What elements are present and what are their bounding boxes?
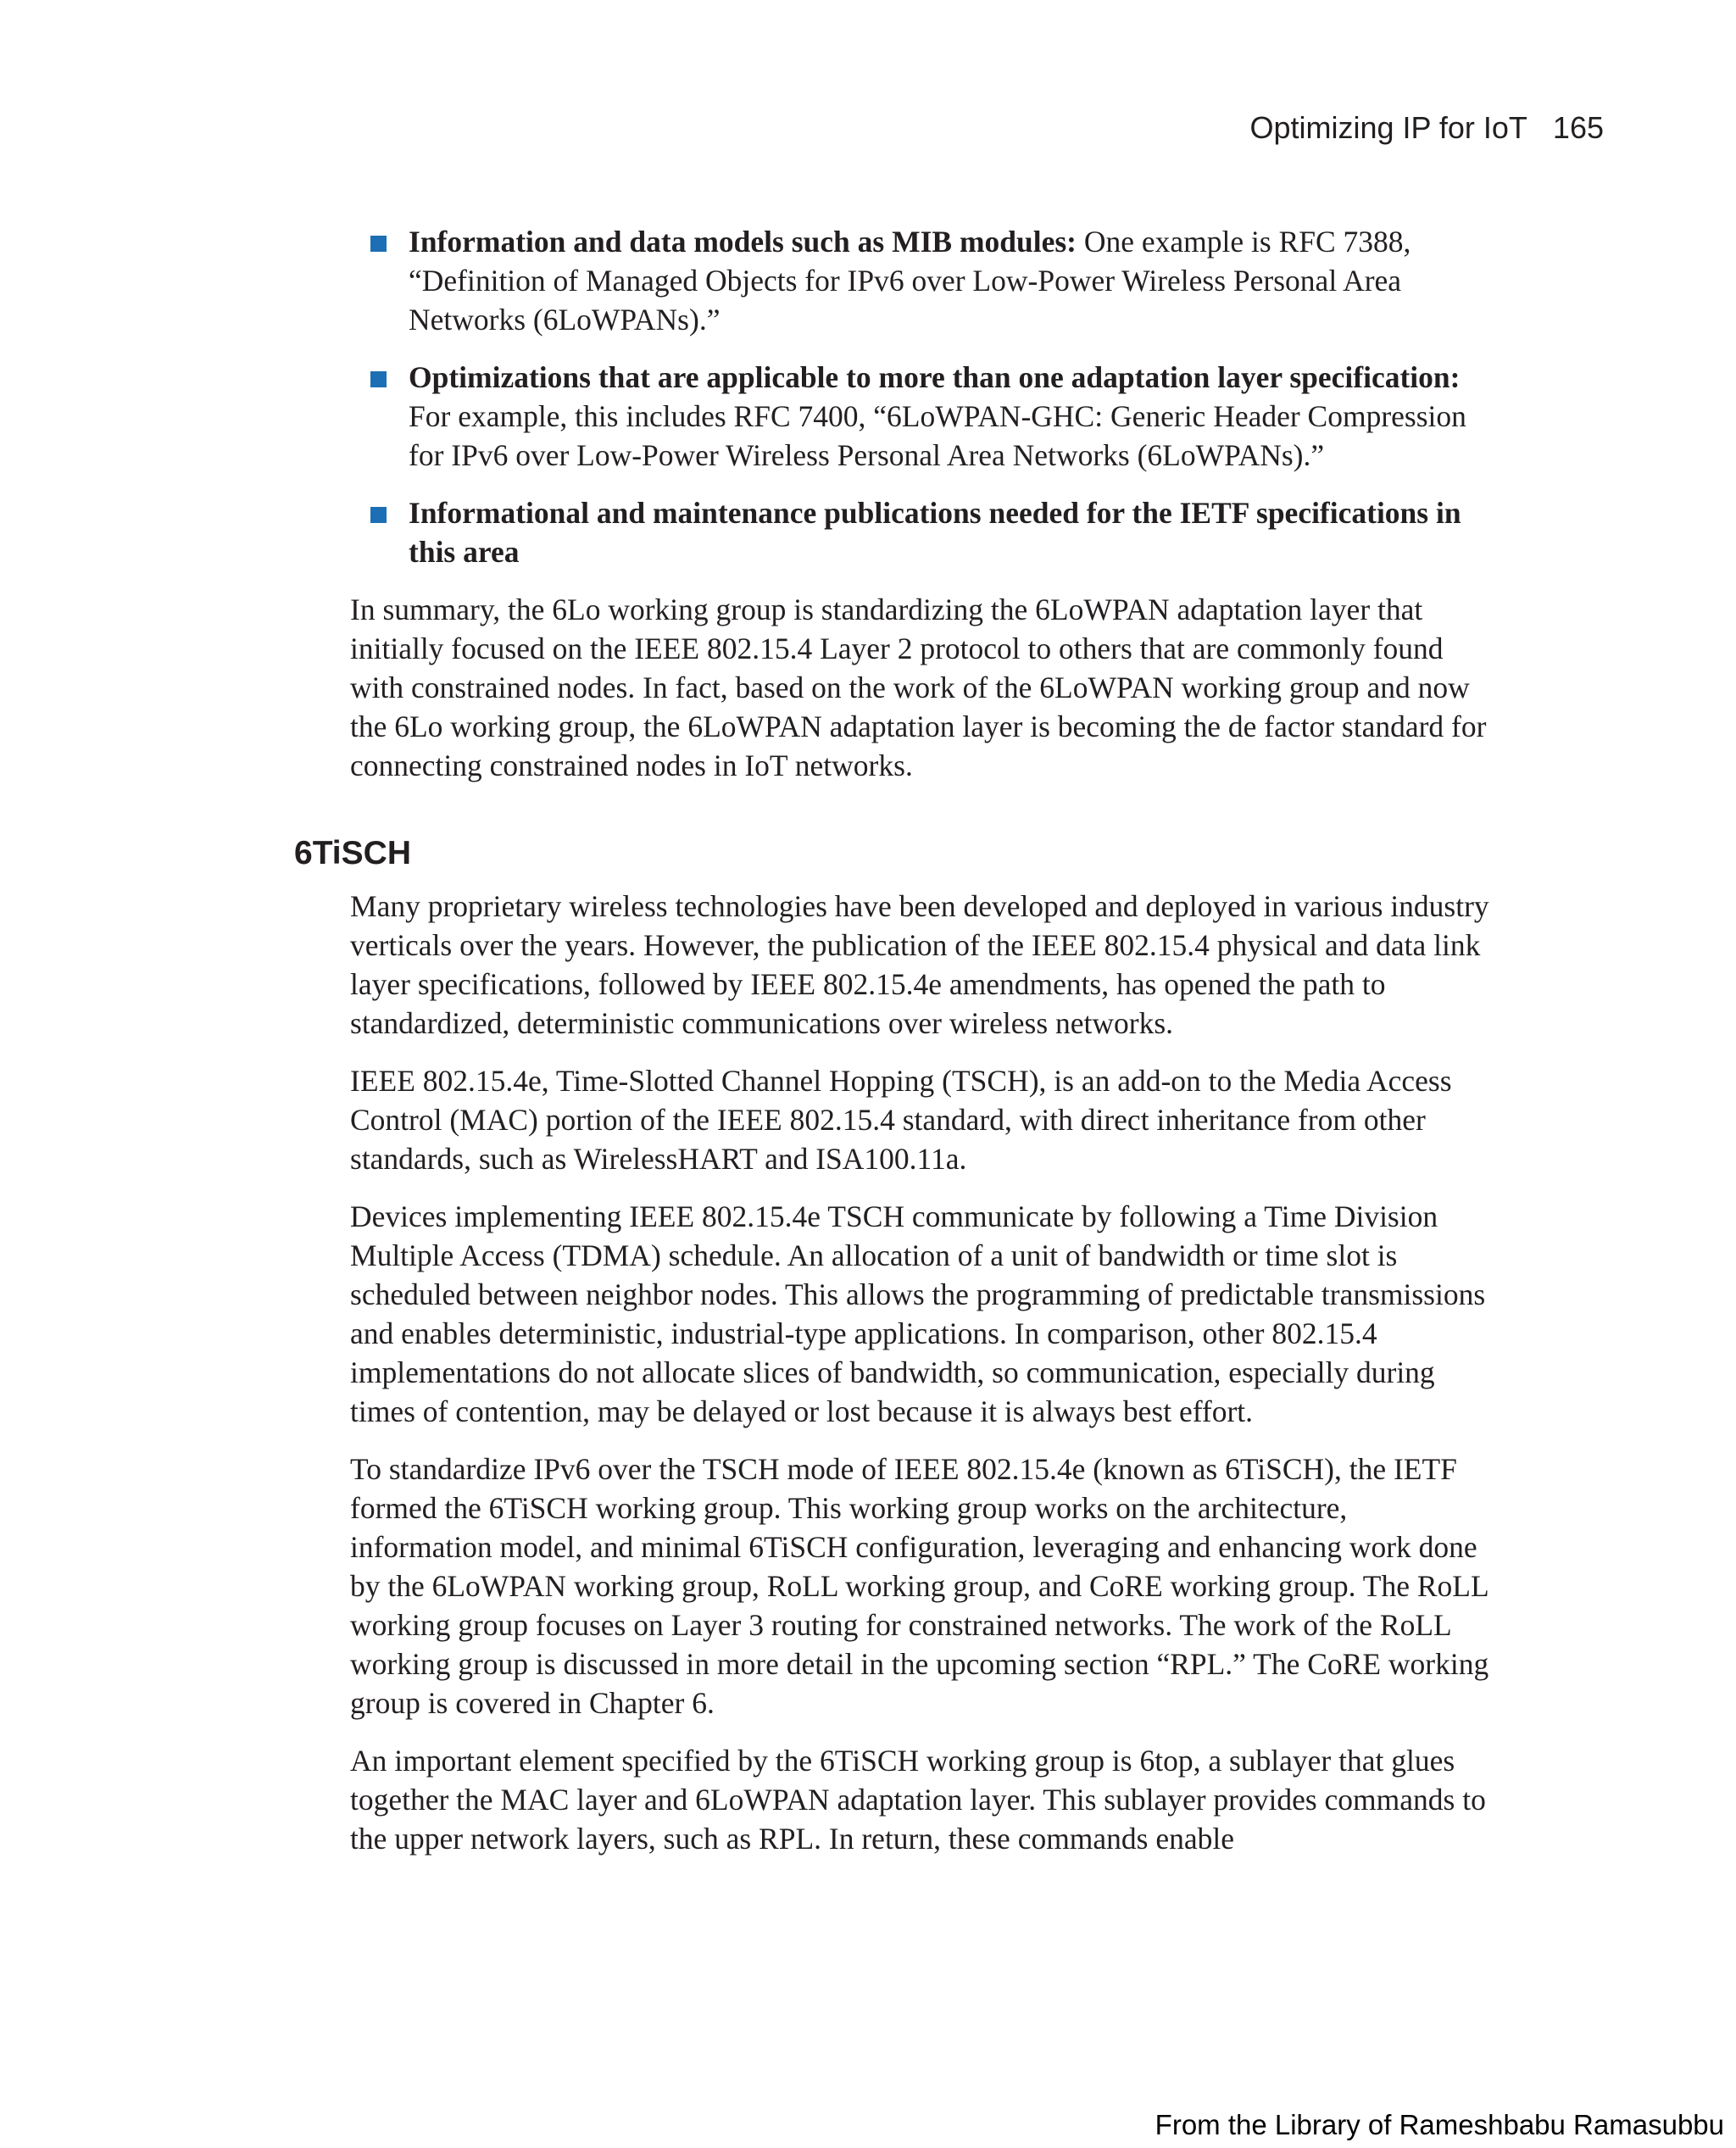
bullet-item <box>350 493 1494 571</box>
page-body <box>294 222 1494 1877</box>
body-paragraph: Many proprietary wireless technologies have been developed and deployed in various industry verticals over the years. However, the publication of the IEEE 802.15.4 physical and data link layer specifications, followed by IEEE 802.15.4e amendments, has opened the path to standardized, deterministic communications over wireless networks. <box>350 889 1489 1040</box>
bullet-item <box>350 222 1494 339</box>
library-watermark: From the Library of Rameshbabu Ramasubbu <box>1155 2109 1724 2140</box>
bullet-lead: Informational and maintenance publications needed for the IETF specifications in this area <box>409 496 1461 569</box>
summary-paragraph: In summary, the 6Lo working group is standardizing the 6LoWPAN adaptation layer that initially focused on the IEEE 802.15.4 Layer 2 protocol to others that are commonly found with constrained nodes. In fact, based on the work of the 6LoWPAN working group and now the 6Lo working group, the 6LoWPAN adaptation layer is becoming the de factor standard for connecting constrained nodes in IoT networks. <box>350 593 1487 782</box>
bullet-item <box>350 358 1494 475</box>
running-title: Optimizing IP for IoT <box>1249 110 1527 145</box>
bullet-list <box>350 222 1494 571</box>
body-paragraph: To standardize IPv6 over the TSCH mode of IEEE 802.15.4e (known as 6TiSCH), the IETF formed the 6TiSCH working group. This working group works on the architecture, information model, and minimal 6TiSCH configuration, leveraging and enhancing work done by the 6LoWPAN working group, RoLL working group, and CoRE working group. The RoLL working group focuses on Layer 3 routing for constrained networks. The work of the RoLL working group is discussed in more detail in the upcoming section “RPL.” The CoRE working group is covered in Chapter 6. <box>350 1452 1489 1720</box>
bullet-text: For example, this includes RFC 7400, “6LoWPAN-GHC: Generic Header Compression for IPv6 over Low-Power Wireless Personal Area Networks (6LoWPANs).” <box>409 399 1466 472</box>
body-paragraph: Devices implementing IEEE 802.15.4e TSCH communicate by following a Time Division Multiple Access (TDMA) schedule. An allocation of a unit of bandwidth or time slot is scheduled between neighbor nodes. This allows the programming of predictable transmissions and enables deterministic, industrial-type applications. In comparison, other 802.15.4 implementations do not allocate slices of bandwidth, so communication, especially during times of contention, may be delayed or lost because it is always best effort. <box>350 1199 1486 1428</box>
body-paragraph: IEEE 802.15.4e, Time-Slotted Channel Hopping (TSCH), is an add-on to the Media Access Control (MAC) portion of the IEEE 802.15.4 standard, with direct inheritance from other standards, such as WirelessHART and ISA100.11a. <box>350 1064 1452 1176</box>
section-heading: 6TiSCH <box>294 835 411 871</box>
square-bullet-icon <box>370 236 387 252</box>
bullet-lead: Information and data models such as MIB modules: <box>409 225 1077 259</box>
body-paragraph: An important element specified by the 6TiSCH working group is 6top, a sublayer that glues together the MAC layer and 6LoWPAN adaptation layer. This sublayer provides commands to the upper network layers, such as RPL. In return, these commands enable <box>350 1744 1486 1856</box>
page-number: 165 <box>1552 110 1604 145</box>
bullet-lead: Optimizations that are applicable to more than one adaptation layer specification: <box>409 360 1461 394</box>
square-bullet-icon <box>370 371 387 387</box>
square-bullet-icon <box>370 507 387 523</box>
bullet-text: One example is RFC 7388, “Definition of Managed Objects for IPv6 over Low-Power Wireless Personal Area Networks (6LoWPANs).” <box>409 225 1411 337</box>
running-head <box>1249 110 1604 146</box>
